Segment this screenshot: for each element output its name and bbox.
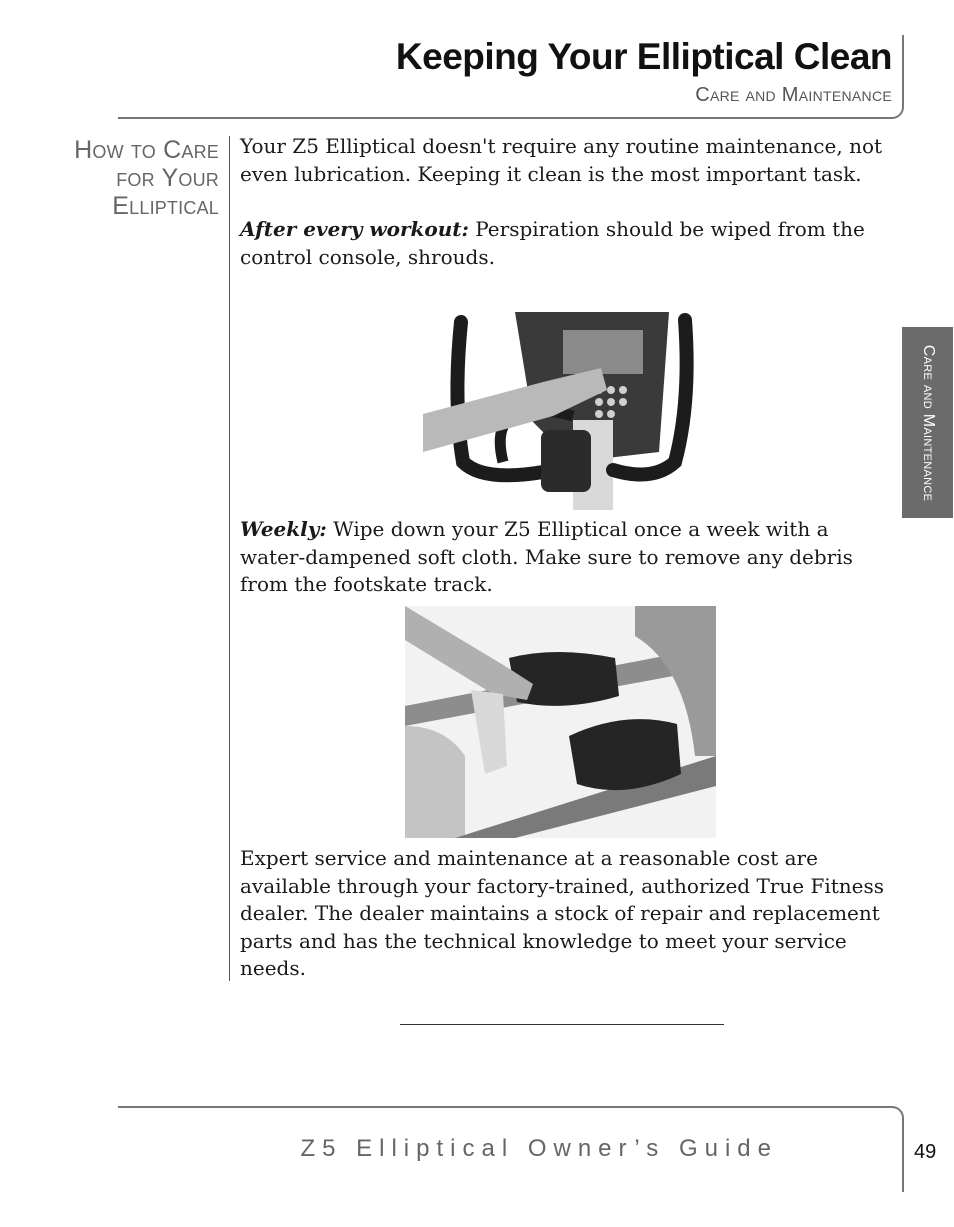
weekly-label: Weekly: [240, 517, 327, 541]
weekly-paragraph [240, 516, 890, 599]
section-heading-line-3: Elliptical [112, 192, 219, 220]
footskate-cleaning-photo [405, 606, 716, 838]
side-tab-label: Care and Maintenance [919, 344, 937, 501]
service-paragraph: Expert service and maintenance at a reasonable cost are available through your factory-trained, authorized True Fitness dealer. The dealer maintains a stock of repair and replacement parts and has the technical knowledge to meet your service needs. [240, 846, 884, 980]
vertical-divider [229, 136, 230, 981]
section-heading [19, 136, 219, 220]
after-workout-label: After every workout: [240, 217, 469, 241]
console-cleaning-photo [423, 312, 713, 510]
section-heading-line-1: How to Care [74, 136, 219, 164]
after-workout-text: Perspiration should be wiped from the control console, shrouds. [240, 217, 865, 269]
section-subtitle: Care and Maintenance [695, 84, 892, 106]
weekly-text: Wipe down your Z5 Elliptical once a week with a water-dampened soft cloth. Make sure to remove any debris from the footskate track. [240, 517, 853, 596]
section-heading-line-2: for Your [116, 164, 219, 192]
intro-paragraph: Your Z5 Elliptical doesn't require any routine maintenance, not even lubrication. Keeping it clean is the most important task. [240, 134, 883, 186]
page-title: Keeping Your Elliptical Clean [395, 36, 892, 77]
page-number: 49 [914, 1141, 937, 1163]
separator-line [400, 1024, 724, 1025]
after-workout-paragraph [240, 216, 890, 271]
body-content [240, 133, 890, 271]
footer-guide-title: Z5 Elliptical Owner’s Guide [300, 1135, 778, 1162]
side-section-tab [902, 327, 953, 518]
